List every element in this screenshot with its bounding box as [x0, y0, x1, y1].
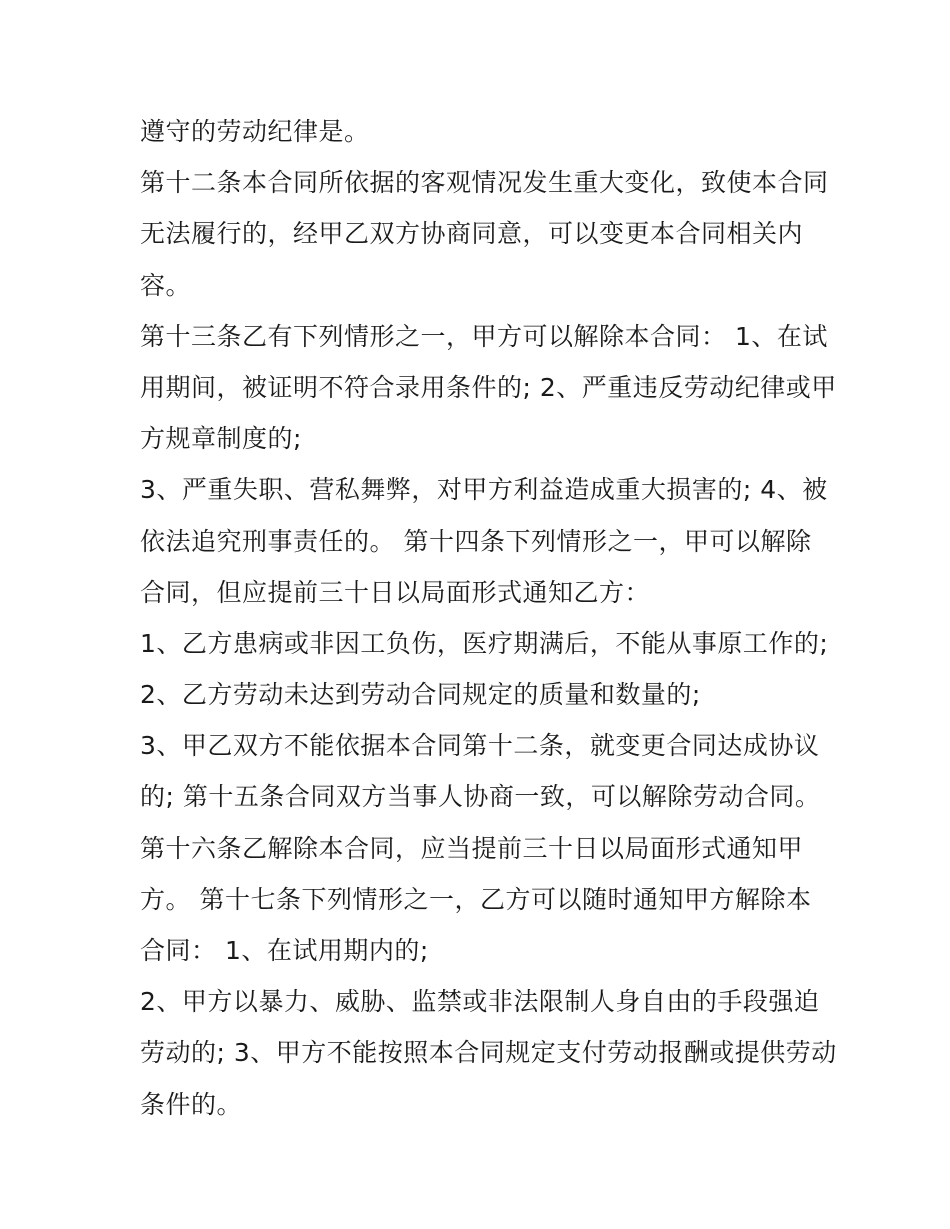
text-line: 依法追究刑事责任的。 第十四条下列情形之一，甲可以解除: [140, 526, 812, 556]
text-line: 第十二条本合同所依据的客观情况发生重大变化，致使本合同: [140, 168, 829, 198]
text-line: 第十六条乙解除本合同，应当提前三十日以局面形式通知甲: [140, 833, 804, 863]
text-line: 条件的。: [140, 1089, 243, 1119]
text-line: 合同，但应提前三十日以局面形式通知乙方：: [140, 577, 651, 607]
text-line: 2、甲方以暴力、威胁、监禁或非法限制人身自由的手段强迫: [140, 987, 820, 1017]
text-line: 合同： 1、在试用期内的;: [140, 936, 429, 965]
text-line: 3、甲乙双方不能依据本合同第十二条，就变更合同达成协议: [140, 731, 820, 761]
contract-text: [140, 106, 837, 1130]
text-line: 容。: [140, 270, 192, 300]
text-line: 方规章制度的;: [140, 424, 302, 454]
text-line: 用期间，被证明不符合录用条件的; 2、严重违反劳动纪律或甲: [140, 372, 837, 402]
text-line: 遵守的劳动纪律是。: [140, 117, 370, 146]
text-line: 3、严重失职、营私舞弊，对甲方利益造成重大损害的; 4、被: [140, 475, 828, 505]
text-line: 的; 第十五条合同双方当事人协商一致，可以解除劳动合同。: [140, 782, 821, 812]
text-line: 1、乙方患病或非因工负伤，医疗期满后，不能从事原工作的;: [140, 628, 829, 658]
text-line: 劳动的; 3、甲方不能按照本合同规定支付劳动报酬或提供劳动: [140, 1038, 837, 1068]
text-line: 2、乙方劳动未达到劳动合同规定的质量和数量的;: [140, 680, 701, 710]
text-line: 无法履行的，经甲乙双方协商同意，可以变更本合同相关内: [140, 219, 804, 249]
text-line: 方。 第十七条下列情形之一，乙方可以随时通知甲方解除本: [140, 884, 812, 914]
text-line: 第十三条乙有下列情形之一，甲方可以解除本合同： 1、在试: [140, 321, 828, 351]
